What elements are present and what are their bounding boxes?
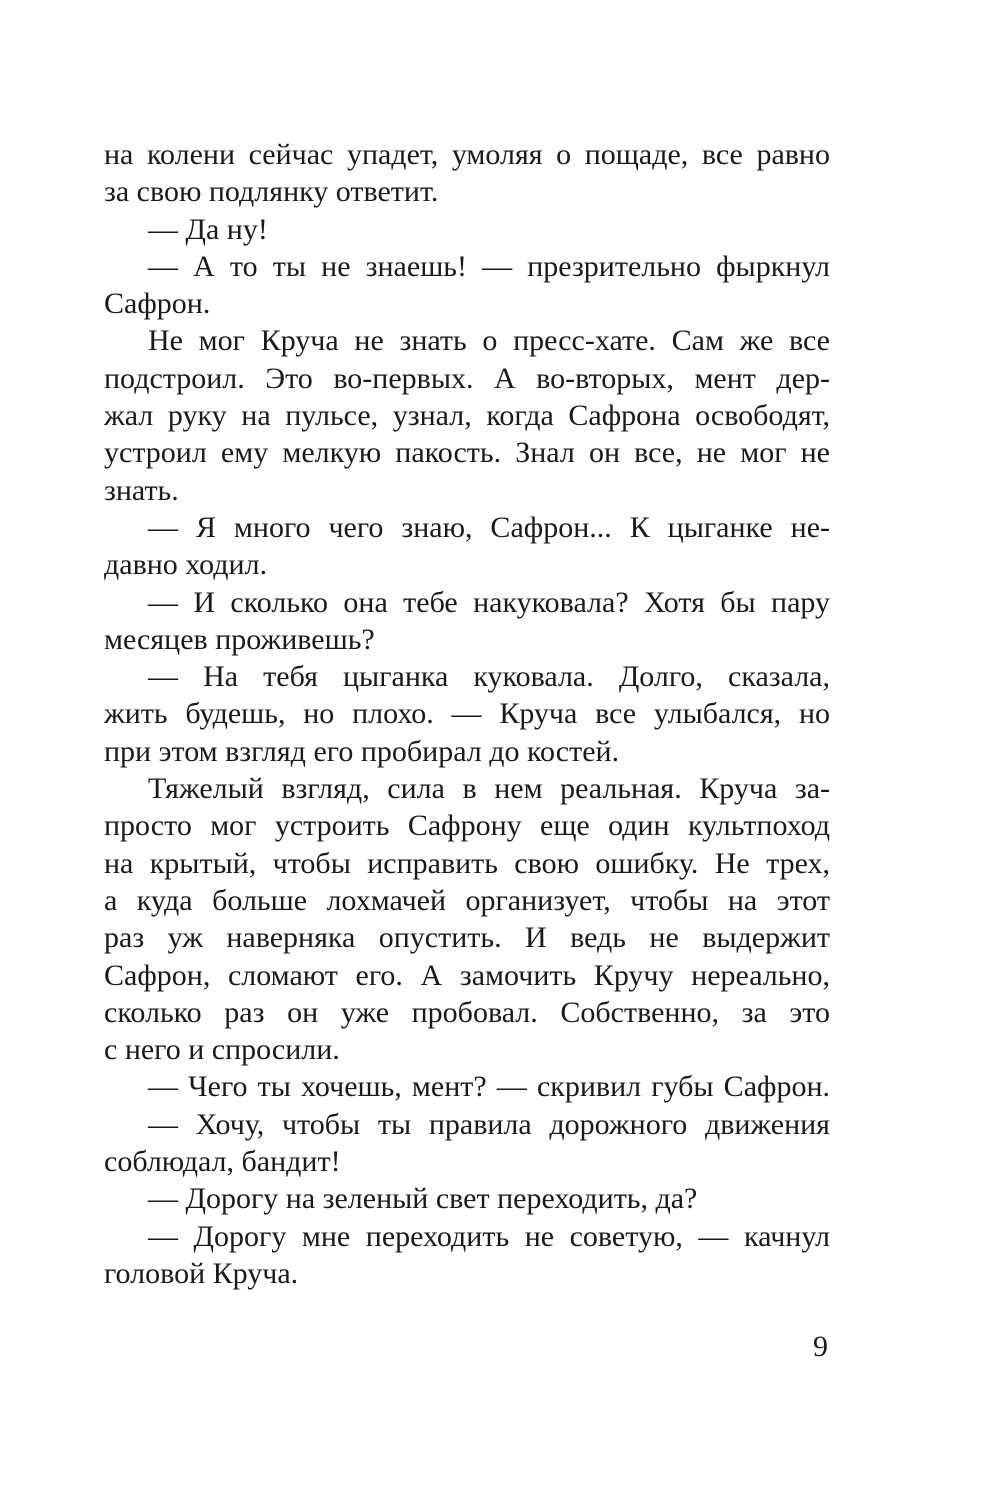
body-text — [104, 136, 830, 1292]
text-line: головой Круча. — [104, 1256, 299, 1290]
text-line: — Дорогу на зеленый свет переходить, да? — [148, 1182, 698, 1216]
text-line: — На тебя цыганка куковала. Долго, сказала, — [148, 660, 830, 694]
text-line: подстроил. Это во-первых. А во-вторых, мент дер- — [104, 361, 830, 395]
text-line: жал руку на пульсе, узнал, когда Сафрона освободят, — [104, 399, 830, 433]
text-line: на крытый, чтобы исправить свою ошибку. Не трех, — [104, 846, 830, 880]
text-line: Тяжелый взгляд, сила в нем реальная. Круча за- — [148, 772, 830, 806]
text-line: при этом взгляд его пробирал до костей. — [104, 734, 620, 768]
text-line: — Да ну! — [148, 212, 268, 246]
text-line: — И сколько она тебе накуковала? Хотя бы пару — [148, 585, 830, 619]
text-line: жить будешь, но плохо. — Круча все улыбался, но — [104, 697, 830, 731]
text-line: на колени сейчас упадет, умоляя о пощаде, все равно — [104, 138, 830, 171]
text-line: за свою подлянку ответит. — [104, 175, 439, 209]
text-line: а куда больше лохмачей организует, чтобы на этот — [104, 883, 830, 917]
text-line: — Чего ты хочешь, мент? — скривил губы Сафрон. — [148, 1070, 830, 1104]
text-line: устроил ему мелкую пакость. Знал он все, не мог не — [104, 436, 830, 470]
page-number: 9 — [813, 1330, 828, 1363]
text-line: месяцев проживешь? — [104, 622, 375, 656]
text-line: Сафрон. — [104, 287, 211, 321]
text-line: — А то ты не знаешь! — презрительно фыркнул — [148, 249, 830, 283]
text-line: Сафрон, сломают его. А замочить Кручу нереально, — [104, 958, 830, 992]
text-line: с него и спросили. — [104, 1033, 340, 1067]
text-line: Не мог Круча не знать о пресс-хате. Сам же все — [148, 324, 830, 358]
text-line: раз уж наверняка опустить. И ведь не выдержит — [104, 921, 830, 955]
text-line: — Я много чего знаю, Сафрон... К цыганке не- — [148, 510, 830, 544]
text-line: давно ходил. — [104, 548, 268, 582]
text-line: просто мог устроить Сафрону еще один культпоход — [104, 809, 830, 843]
text-line: знать. — [104, 473, 179, 507]
text-line: сколько раз он уже пробовал. Собственно, за это — [104, 995, 830, 1029]
text-line: соблюдал, бандит! — [104, 1145, 341, 1179]
text-line: — Хочу, чтобы ты правила дорожного движения — [148, 1107, 830, 1141]
text-line: — Дорогу мне переходить не советую, — качнул — [148, 1219, 830, 1253]
